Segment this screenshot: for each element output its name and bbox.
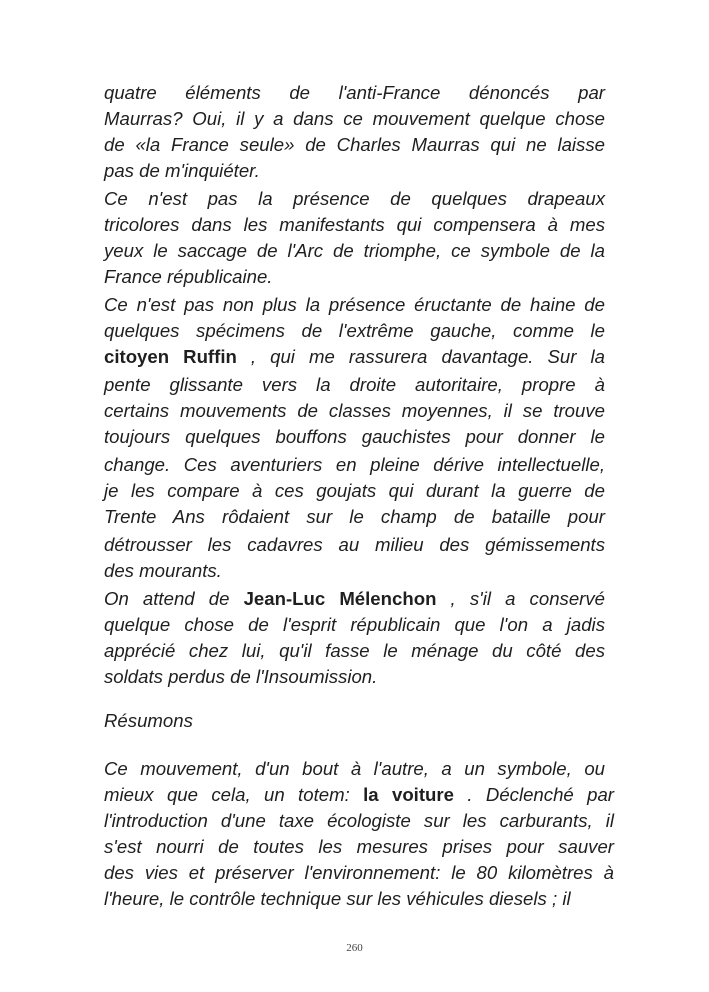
- text-segment: certains mouvements de classes moyennes, il se trouve: [104, 400, 605, 421]
- text-line: [104, 132, 605, 158]
- text-line: [104, 478, 605, 504]
- text-segment: mieux que cela, un totem:: [104, 784, 364, 805]
- text-segment: Résumons: [104, 710, 193, 731]
- bold-name: Jean-Luc Mélenchon: [243, 588, 437, 609]
- text-line: [104, 264, 605, 290]
- text-line: [104, 612, 605, 638]
- text-segment: toujours quelques bouffons gauchistes pour donner le: [104, 426, 605, 447]
- text-segment: pente glissante vers la droite autoritaire, propre à: [104, 374, 605, 395]
- text-segment: détrousser les cadavres au milieu des gémissements: [104, 534, 605, 555]
- text-segment: quelques spécimens de l'extrême gauche, comme le: [104, 320, 605, 341]
- text-segment: On attend de: [104, 588, 244, 609]
- text-segment: Ce n'est pas la présence de quelques drapeaux: [104, 188, 605, 209]
- text-segment: je les compare à ces goujats qui durant la guerre de: [104, 480, 605, 501]
- text-line: [104, 212, 605, 238]
- text-segment: France républicaine.: [104, 266, 273, 287]
- text-line: [104, 158, 605, 184]
- text-line: [104, 398, 605, 424]
- text-line: [104, 80, 605, 106]
- text-line: [104, 186, 605, 212]
- text-line: [104, 292, 605, 318]
- text-line: [104, 664, 605, 690]
- text-line: [104, 558, 605, 584]
- text-line: [104, 532, 605, 558]
- text-segment: apprécié chez lui, qu'il fasse le ménage du côté des: [104, 640, 605, 661]
- text-segment: Maurras? Oui, il y a dans ce mouvement quelque chose: [104, 108, 605, 129]
- text-segment: quatre éléments de l'anti-France dénoncés par: [104, 82, 605, 103]
- text-segment: l'introduction d'une taxe écologiste sur les carburants, il: [104, 810, 614, 831]
- text-segment: Trente Ans rôdaient sur le champ de bataille pour: [104, 506, 605, 527]
- text-segment: Ce n'est pas non plus la présence éructante de haine de: [104, 294, 605, 315]
- text-line: [104, 452, 605, 478]
- text-segment: , qui me rassurera davantage. Sur la: [236, 346, 605, 367]
- text-segment: . Déclenché par: [453, 784, 614, 805]
- text-line: [104, 344, 605, 370]
- text-segment: Ce mouvement, d'un bout à l'autre, a un symbole, ou: [104, 758, 605, 779]
- bold-name: citoyen Ruffin: [104, 346, 237, 367]
- text-segment: de «la France seule» de Charles Maurras qui ne laisse: [104, 134, 605, 155]
- text-segment: quelque chose de l'esprit républicain que l'on a jadis: [104, 614, 605, 635]
- text-segment: yeux le saccage de l'Arc de triomphe, ce symbole de la: [104, 240, 605, 261]
- text-line: [104, 106, 605, 132]
- text-line: [104, 860, 614, 886]
- page-number: 260: [346, 942, 363, 954]
- text-segment: change. Ces aventuriers en pleine dérive intellectuelle,: [104, 454, 605, 475]
- text-line: [104, 318, 605, 344]
- text-line: [104, 638, 605, 664]
- bold-name: la voiture: [363, 784, 454, 805]
- text-segment: des mourants.: [104, 560, 222, 581]
- text-line: [104, 238, 605, 264]
- text-segment: soldats perdus de l'Insoumission.: [104, 666, 378, 687]
- text-line: [104, 756, 605, 782]
- text-line: [104, 504, 605, 530]
- text-segment: tricolores dans les manifestants qui compensera à mes: [104, 214, 605, 235]
- text-line: [104, 424, 605, 450]
- text-segment: s'est nourri de toutes les mesures prises pour sauver: [104, 836, 614, 857]
- text-line: [104, 886, 614, 912]
- text-line: [104, 834, 614, 860]
- text-line: [104, 808, 614, 834]
- text-segment: pas de m'inquiéter.: [104, 160, 260, 181]
- text-line: [104, 372, 605, 398]
- text-line: [104, 782, 614, 808]
- text-segment: l'heure, le contrôle technique sur les véhicules diesels ; il: [104, 888, 571, 909]
- section-heading-resumons: [104, 708, 605, 734]
- text-segment: , s'il a conservé: [436, 588, 605, 609]
- text-line: [104, 586, 605, 612]
- text-segment: des vies et préserver l'environnement: le 80 kilomètres à: [104, 862, 614, 883]
